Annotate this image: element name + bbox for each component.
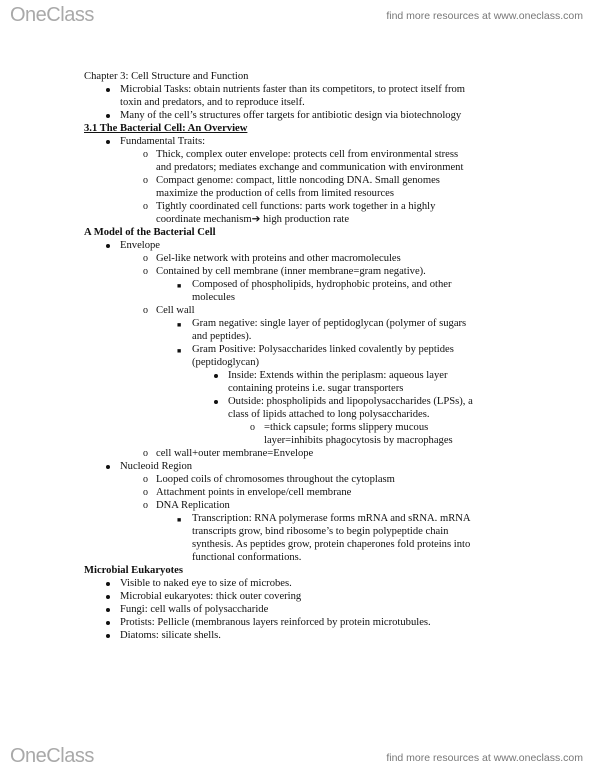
circle-bullet-icon: o xyxy=(143,253,148,264)
square-bullet-icon: ■ xyxy=(177,516,182,524)
list-item: o Attachment points in envelope/cell membrane xyxy=(143,487,352,498)
section-heading: A Model of the Bacterial Cell xyxy=(84,227,216,238)
bullet-icon xyxy=(106,634,110,638)
circle-bullet-icon: o xyxy=(143,149,148,160)
list-item: Inside: Extends within the periplasm: aqueous layer containing proteins i.e. sugar transporters xyxy=(84,369,574,395)
list-item: Outside: phospholipids and lipopolysaccharides (LPSs), a class of lipids attached to long polysaccharides. xyxy=(84,395,574,421)
list-item: o Thick, complex outer envelope: protects cell from environmental stress and predators; mediates exchange and communication with environment xyxy=(143,149,464,173)
list-item: ■ Composed of phospholipids, hydrophobic proteins, and other molecules xyxy=(177,279,452,303)
list-item: o Looped coils of chromosomes throughout the cytoplasm xyxy=(143,474,395,485)
list-item: o DNA Replication xyxy=(143,500,230,511)
circle-bullet-icon: o xyxy=(143,500,148,511)
list-item: Envelope xyxy=(84,239,574,252)
square-bullet-icon: ■ xyxy=(177,282,182,290)
list-item: Nucleoid Region xyxy=(84,460,574,473)
bullet-icon xyxy=(106,608,110,612)
list-item: Fungi: cell walls of polysaccharide xyxy=(84,603,574,616)
arrow-icon: ➔ xyxy=(251,214,261,225)
list-item: o Tightly coordinated cell functions: parts work together in a highly coordinate mechanism➔ high production rate xyxy=(143,201,436,225)
page-header xyxy=(0,0,595,30)
circle-bullet-icon: o xyxy=(143,305,148,316)
bullet-icon xyxy=(106,621,110,625)
document-body xyxy=(84,70,574,642)
list-item: ■ Gram Positive: Polysaccharides linked covalently by peptides (peptidoglycan) xyxy=(177,344,454,368)
list-item: Protists: Pellicle (membranous layers reinforced by protein microtubules. xyxy=(84,616,574,629)
square-bullet-icon: ■ xyxy=(177,321,182,329)
list-item: o Gel-like network with proteins and other macromolecules xyxy=(143,253,401,264)
circle-bullet-icon: o xyxy=(143,474,148,485)
list-item: Fundamental Traits: xyxy=(84,135,574,148)
circle-bullet-icon: o xyxy=(143,201,148,212)
oneclass-logo[interactable]: OneClass xyxy=(10,4,94,26)
section-heading: Microbial Eukaryotes xyxy=(84,565,183,576)
oneclass-footer-logo[interactable]: OneClass xyxy=(10,745,94,767)
list-item: o =thick capsule; forms slippery mucous layer=inhibits phagocytosis by macrophages xyxy=(250,422,453,446)
list-item: ■ Gram negative: single layer of peptidoglycan (polymer of sugars and peptides). xyxy=(177,318,467,342)
square-bullet-icon: ■ xyxy=(177,347,182,355)
list-item: Visible to naked eye to size of microbes. xyxy=(84,577,574,590)
bullet-icon xyxy=(214,400,218,404)
bullet-icon xyxy=(106,582,110,586)
list-item: o Compact genome: compact, little noncoding DNA. Small genomes maximize the production of cells from limited resources xyxy=(143,175,440,199)
bullet-icon xyxy=(214,374,218,378)
list-item: o cell wall+outer membrane=Envelope xyxy=(143,448,314,459)
list-item: Diatoms: silicate shells. xyxy=(84,629,574,642)
header-tagline[interactable]: find more resources at www.oneclass.com xyxy=(386,10,583,22)
list-item: Microbial Tasks: obtain nutrients faster than its competitors, to protect itself from toxin and predators, and to reproduce itself. xyxy=(84,83,574,109)
list-item: o Cell wall xyxy=(143,305,195,316)
circle-bullet-icon: o xyxy=(143,487,148,498)
bullet-icon xyxy=(106,244,110,248)
bullet-icon xyxy=(106,140,110,144)
bullet-icon xyxy=(106,595,110,599)
list-item: o Contained by cell membrane (inner membrane=gram negative). xyxy=(143,266,426,277)
bullet-icon xyxy=(106,465,110,469)
section-heading: 3.1 The Bacterial Cell: An Overview xyxy=(84,123,248,134)
bullet-icon xyxy=(106,114,110,118)
list-item: Microbial eukaryotes: thick outer covering xyxy=(84,590,574,603)
bullet-icon xyxy=(106,88,110,92)
list-item: ■ Transcription: RNA polymerase forms mRNA and sRNA. mRNA transcripts grow, bind ribosome’s to begin polypeptide chain synthesis. As peptides grow, protein chaperones fold proteins into functional conformations. xyxy=(177,513,471,563)
footer-tagline[interactable]: find more resources at www.oneclass.com xyxy=(386,752,583,764)
circle-bullet-icon: o xyxy=(143,266,148,277)
circle-bullet-icon: o xyxy=(250,422,255,433)
chapter-title: Chapter 3: Cell Structure and Function xyxy=(84,71,249,82)
circle-bullet-icon: o xyxy=(143,175,148,186)
list-item: Many of the cell’s structures offer targets for antibiotic design via biotechnology xyxy=(84,109,574,122)
circle-bullet-icon: o xyxy=(143,448,148,459)
